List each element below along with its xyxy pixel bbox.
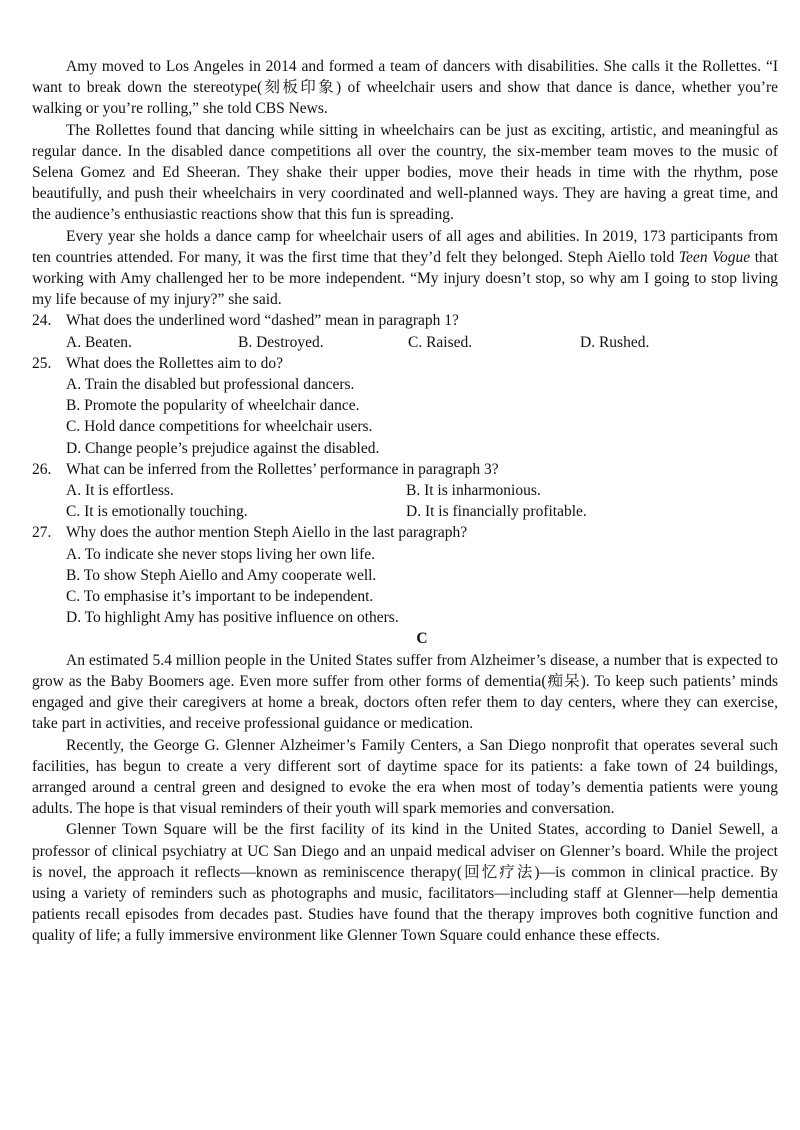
question-26: [32, 459, 778, 523]
question-24: [32, 310, 778, 352]
option-c[interactable]: C. Raised.: [408, 333, 473, 351]
question-number: 27.: [32, 524, 52, 542]
option-b[interactable]: B. Promote the popularity of wheelchair dance.: [66, 397, 360, 415]
section-c-heading: C: [416, 630, 428, 648]
passage-b-paragraph-3-start: Every year she holds a dance camp for wheelchair users of all ages and abilities. In 2019, 173 participants from ten countries attended. For many, it was the first time that they’d felt they belonged. Steph Aiello told: [32, 227, 778, 266]
option-c[interactable]: C. Hold dance competitions for wheelchair users.: [66, 418, 373, 436]
question-27: [32, 522, 778, 628]
passage-c-paragraph-3: Glenner Town Square will be the first facility of its kind in the United States, according to Daniel Sewell, a professor of clinical psychiatry at UC San Diego and an unpaid medical adviser on Glenner’s board. While the project is novel, the approach it reflects—known as reminiscence therapy(回忆疗法)—is common in clinical practice. By using a variety of reminders such as photographs and music, facilitators—including staff at Glenner—help dementia patients recall episodes from decades past. Studies have found that the therapy improves both cognitive function and quality of life; a fully immersive environment like Glenner Town Square could enhance these effects.: [32, 821, 778, 945]
option-a[interactable]: A. Beaten.: [66, 333, 132, 351]
question-number: 26.: [32, 460, 52, 478]
question-stem: What can be inferred from the Rollettes’ performance in paragraph 3?: [66, 460, 499, 478]
option-d[interactable]: D. Change people’s prejudice against the disabled.: [66, 439, 380, 457]
magazine-title: Teen Vogue: [678, 248, 751, 266]
question-number: 25.: [32, 354, 52, 372]
question-stem: What does the Rollettes aim to do?: [66, 354, 283, 372]
passage-b-paragraph-3-end: that working with Amy challenged her to be more independent. “My injury doesn’t stop, so why am I going to stop living my life because of my injury?” she said.: [32, 248, 778, 309]
question-number: 24.: [32, 312, 52, 330]
option-b[interactable]: B. Destroyed.: [238, 333, 324, 351]
passage-b-paragraph-2: The Rollettes found that dancing while sitting in wheelchairs can be just as exciting, artistic, and meaningful as regular dance. In the disabled dance competitions all over the country, the six-member team moves to the music of Selena Gomez and Ed Sheeran. They shake their upper bodies, move their heads in time with the rhythm, pose beautifully, and push their wheelchairs in very coordinated and well-planned ways. They are having a great time, and the audience’s enthusiastic reactions show that this fun is spreading.: [32, 121, 778, 224]
option-d[interactable]: D. It is financially profitable.: [406, 503, 587, 521]
option-b[interactable]: B. To show Steph Aiello and Amy cooperate well.: [66, 566, 377, 584]
option-a[interactable]: A. It is effortless.: [66, 482, 174, 500]
passage-b-paragraph-3: [32, 226, 778, 311]
option-a[interactable]: A. To indicate she never stops living her own life.: [66, 545, 375, 563]
passage-b-paragraph-1: Amy moved to Los Angeles in 2014 and formed a team of dancers with disabilities. She calls it the Rollettes. “I want to break down the stereotype(刻板印象) of wheelchair users and show that dance is dance, whether you’re walking or you’re rolling,” she told CBS News.: [32, 58, 778, 118]
question-25: [32, 353, 778, 459]
option-c[interactable]: C. To emphasise it’s important to be independent.: [66, 588, 374, 606]
question-stem: Why does the author mention Steph Aiello in the last paragraph?: [66, 524, 468, 542]
option-a[interactable]: A. Train the disabled but professional dancers.: [66, 376, 355, 394]
passage-c-paragraph-1: An estimated 5.4 million people in the United States suffer from Alzheimer’s disease, a number that is expected to grow as the Baby Boomers age. Even more suffer from other forms of dementia(痴呆). To keep such patients’ minds engaged and give their caregivers at home a break, doctors often refer them to day centers, where they can exercise, take part in activities, and receive professional guidance or medication.: [32, 651, 778, 733]
passage-b: [32, 56, 778, 310]
options-row: [66, 332, 778, 353]
option-d[interactable]: D. Rushed.: [580, 333, 650, 351]
passage-c: [32, 650, 778, 947]
options-row-2: [66, 501, 778, 522]
options-row-1: [66, 480, 778, 501]
option-b[interactable]: B. It is inharmonious.: [406, 482, 541, 500]
passage-c-paragraph-2: Recently, the George G. Glenner Alzheimer’s Family Centers, a San Diego nonprofit that operates several such facilities, has begun to create a very different sort of daytime space for its patients: a fake town of 24 buildings, arranged around a central green and designed to evoke the era when most of today’s dementia patients were young adults. The hope is that visual reminders of their youth will spark memories and conversation.: [32, 736, 778, 818]
option-c[interactable]: C. It is emotionally touching.: [66, 503, 248, 521]
question-stem: What does the underlined word “dashed” mean in paragraph 1?: [66, 312, 459, 330]
option-d[interactable]: D. To highlight Amy has positive influence on others.: [66, 609, 399, 627]
